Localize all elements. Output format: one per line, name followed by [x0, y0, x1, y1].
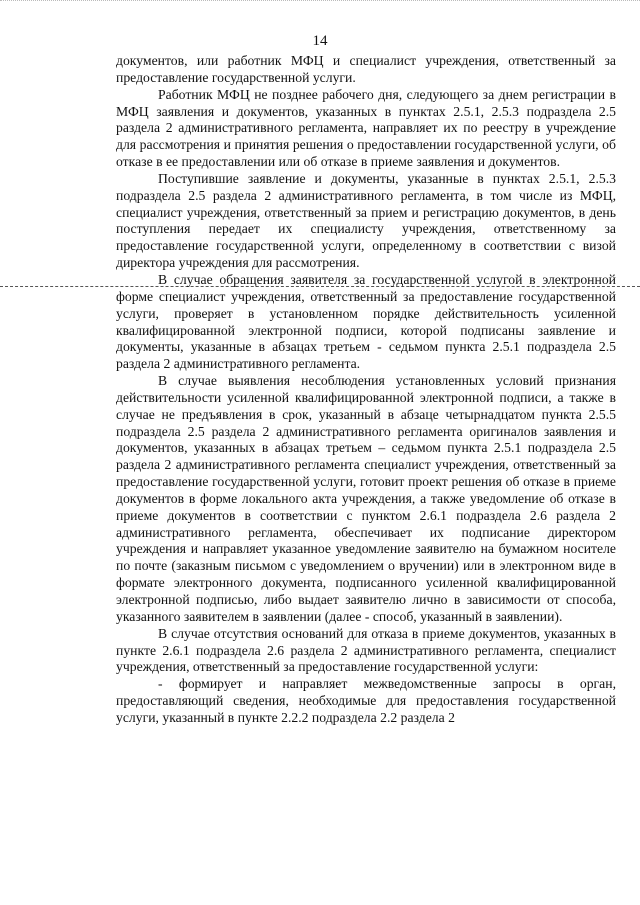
paragraph-7: - формирует и направляет межведомственные запросы в орган, предоставляющий сведения, необходимые для предоставления государственной услуги, указанный в пункте 2.2.2 подраздела 2.2 раздела 2 [116, 676, 616, 725]
page-number: 14 [312, 33, 328, 49]
paragraph-4: В случае обращения заявителя за государственной услугой в электронной форме специалист учреждения, ответственный за предоставление государственной услуги, проверяет в установленном порядке действительность усиленной квалифицированной электронной подписи, которой подписаны заявление и документы, указанные в абзацах третьем - седьмом пункта 2.5.1 подраздела 2.5 раздела 2 административного регламента. [116, 271, 616, 372]
paragraph-5: В случае выявления несоблюдения установленных условий признания действительности усиленной квалифицированной электронной подписи, а также в случае не предъявления в срок, указанный в абзаце четырнадцатом пункта 2.5.5 подраздела 2.5 раздела 2 административного регламента оригиналов заявления и документов, указанных в абзацах третьем – седьмом пункта 2.5.1 подраздела 2.5 раздела 2 административного регламента специалист учреждения, ответственный за предоставление государственной услуги, готовит проект решения об отказе в приеме документов в форме локального акта учреждения, а также уведомление об отказе в приеме документов в соответствии с пунктом 2.6.1 подраздела 2.6 раздела 2 административного регламента, обеспечивает их подписание директором учреждения и направляет указанное уведомление заявителю на бумажном носителе по почте (заказным письмом с уведомлением о вручении) или в электронном виде в формате электронного документа, подписанного усиленной квалифицированной электронной подписью, либо выдает заявителю лично в зависимости от способа, указанного заявителем в заявлении (далее - способ, указанный в заявлении). [116, 373, 616, 624]
paragraph-3: Поступившие заявление и документы, указанные в пунктах 2.5.1, 2.5.3 подраздела 2.5 раздела 2 административного регламента, в том числе из МФЦ, специалист учреждения, ответственный за прием и регистрацию документов, в день поступления передает их специалисту учреждения, ответственному за предоставление государственной услуги, определенному в соответствии с визой директора учреждения для рассмотрения. [116, 170, 616, 271]
scan-edge-line [0, 0, 640, 4]
paragraph-6: В случае отсутствия оснований для отказа в приеме документов, указанных в пункте 2.6.1 подраздела 2.6 раздела 2 административного регламента, специалист учреждения, ответственный за предоставление государственной услуги: [116, 625, 616, 675]
document-body [116, 53, 616, 727]
paragraph-1: документов, или работник МФЦ и специалист учреждения, ответственный за предоставление государственной услуги. [116, 53, 616, 85]
paragraph-2: Работник МФЦ не позднее рабочего дня, следующего за днем регистрации в МФЦ заявления и документов, указанных в пунктах 2.5.1, 2.5.3 подраздела 2.5 раздела 2 административного регламента, направляет их по реестру в учреждение для рассмотрения и принятия решения о предоставлении государственной услуги, об отказе в ее предоставлении или об отказе в приеме заявления и документов. [116, 86, 616, 170]
